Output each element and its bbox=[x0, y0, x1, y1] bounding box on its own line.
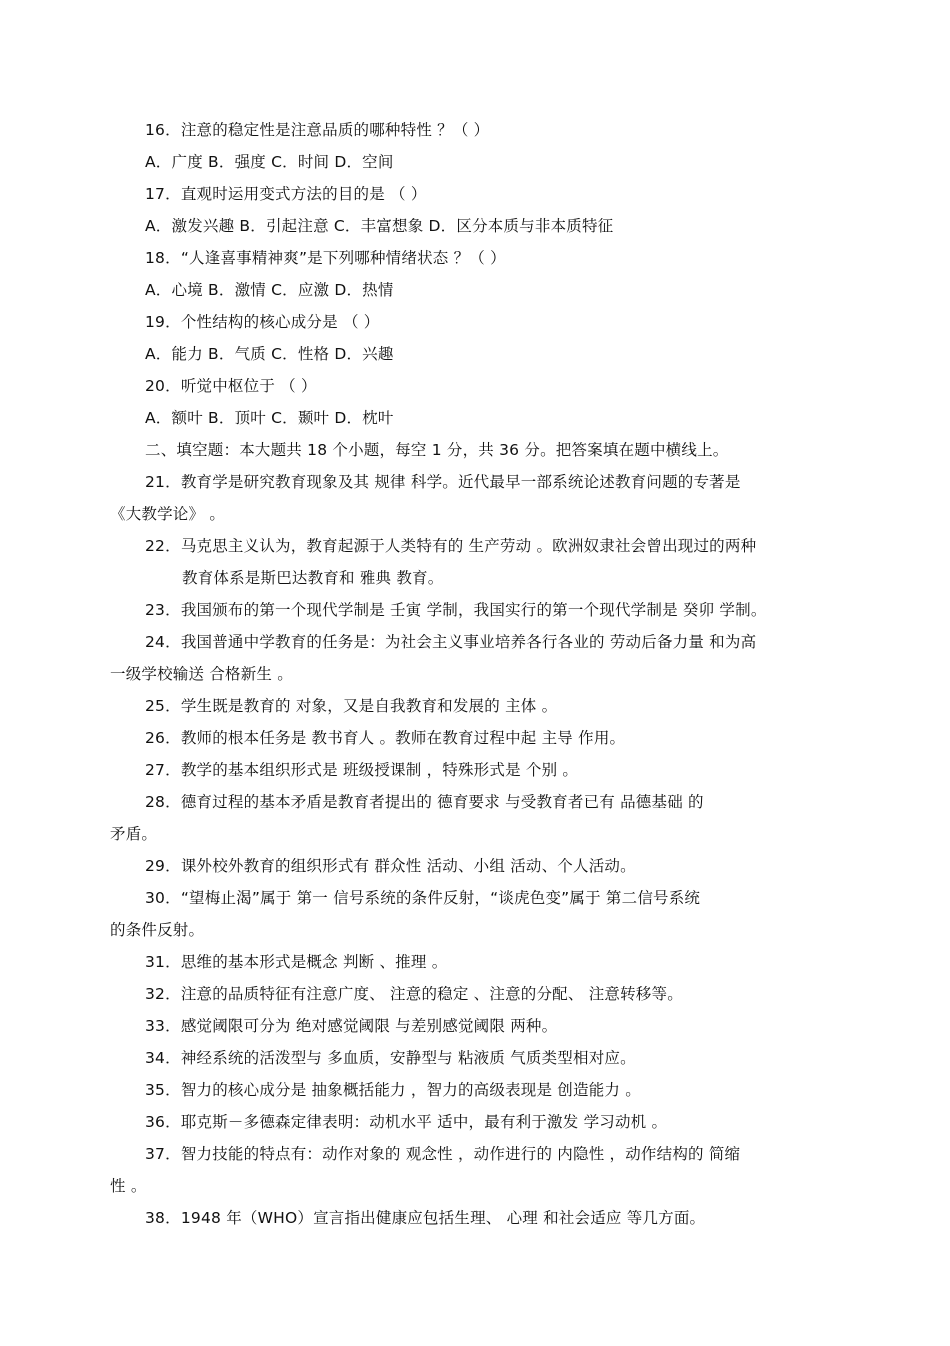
section-heading: 二、填空题：本大题共 18 个小题，每空 1 分，共 36 分。把答案填在题中横线上。 bbox=[145, 441, 729, 459]
fill-item-35: 35．智力的核心成分是 抽象概括能力 ，智力的高级表现是 创造能力 。 bbox=[145, 1081, 641, 1099]
fill-item-37: 37．智力技能的特点有：动作对象的 观念性 ，动作进行的 内隐性 ，动作结构的 简缩 bbox=[145, 1145, 741, 1163]
question-16: 16．注意的稳定性是注意品质的哪种特性 ？（ ） bbox=[145, 121, 490, 139]
question-18: 18．“人逢喜事精神爽”是下列哪种情绪状态 ？（ ） bbox=[145, 249, 506, 267]
question-17-options: A．激发兴趣 B．引起注意 C．丰富想象 D．区分本质与非本质特征 bbox=[145, 217, 614, 235]
question-19: 19．个性结构的核心成分是 （ ） bbox=[145, 313, 380, 331]
fill-item-22: 22．马克思主义认为，教育起源于人类特有的 生产劳动 。欧洲奴隶社会曾出现过的两种 bbox=[145, 537, 757, 555]
fill-item-32: 32．注意的品质特征有注意广度、 注意的稳定 、注意的分配、 注意转移等。 bbox=[145, 985, 683, 1003]
question-18-options: A．心境 B．激情 C．应激 D．热情 bbox=[145, 281, 394, 299]
fill-item-23: 23．我国颁布的第一个现代学制是 壬寅 学制，我国实行的第一个现代学制是 癸卯 学制。 bbox=[145, 601, 767, 619]
fill-item-26: 26．教师的根本任务是 教书育人 。教师在教育过程中起 主导 作用。 bbox=[145, 729, 626, 747]
fill-item-30: 30．“望梅止渴”属于 第一 信号系统的条件反射，“谈虎色变”属于 第二信号系统 bbox=[145, 889, 701, 907]
question-19-options: A．能力 B．气质 C．性格 D．兴趣 bbox=[145, 345, 394, 363]
fill-item-38: 38．1948 年（WHO）宣言指出健康应包括生理、 心理 和社会适应 等几方面。 bbox=[145, 1209, 706, 1227]
fill-item-28: 28．德育过程的基本矛盾是教育者提出的 德育要求 与受教育者已有 品德基础 的 bbox=[145, 793, 704, 811]
question-17: 17．直观时运用变式方法的目的是 （ ） bbox=[145, 185, 427, 203]
fill-item-30-cont: 的条件反射。 bbox=[110, 921, 205, 939]
fill-item-33: 33．感觉阈限可分为 绝对感觉阈限 与差别感觉阈限 两种。 bbox=[145, 1017, 558, 1035]
question-20: 20．听觉中枢位于 （ ） bbox=[145, 377, 317, 395]
question-16-options: A．广度 B．强度 C．时间 D．空间 bbox=[145, 153, 394, 171]
fill-item-37-cont: 性 。 bbox=[110, 1177, 147, 1195]
fill-item-24-cont: 一级学校输送 合格新生 。 bbox=[110, 665, 293, 683]
fill-item-25: 25．学生既是教育的 对象，又是自我教育和发展的 主体 。 bbox=[145, 697, 558, 715]
fill-item-34: 34．神经系统的活泼型与 多血质，安静型与 粘液质 气质类型相对应。 bbox=[145, 1049, 636, 1067]
question-20-options: A．额叶 B．顶叶 C．颞叶 D．枕叶 bbox=[145, 409, 394, 427]
fill-item-28-cont: 矛盾。 bbox=[110, 825, 158, 843]
fill-item-21: 21．教育学是研究教育现象及其 规律 科学。近代最早一部系统论述教育问题的专著是 bbox=[145, 473, 741, 491]
fill-item-31: 31．思维的基本形式是概念 判断 、推理 。 bbox=[145, 953, 448, 971]
fill-item-24: 24．我国普通中学教育的任务是：为社会主义事业培养各行各业的 劳动后备力量 和为高 bbox=[145, 633, 757, 651]
fill-item-22-cont: 教育体系是斯巴达教育和 雅典 教育。 bbox=[182, 569, 444, 587]
fill-item-29: 29．课外校外教育的组织形式有 群众性 活动、小组 活动、个人活动。 bbox=[145, 857, 636, 875]
fill-item-21-cont: 《大教学论》 。 bbox=[110, 505, 226, 523]
fill-item-27: 27．教学的基本组织形式是 班级授课制 ，特殊形式是 个别 。 bbox=[145, 761, 579, 779]
fill-item-36: 36．耶克斯－多德森定律表明：动机水平 适中，最有利于激发 学习动机 。 bbox=[145, 1113, 668, 1131]
